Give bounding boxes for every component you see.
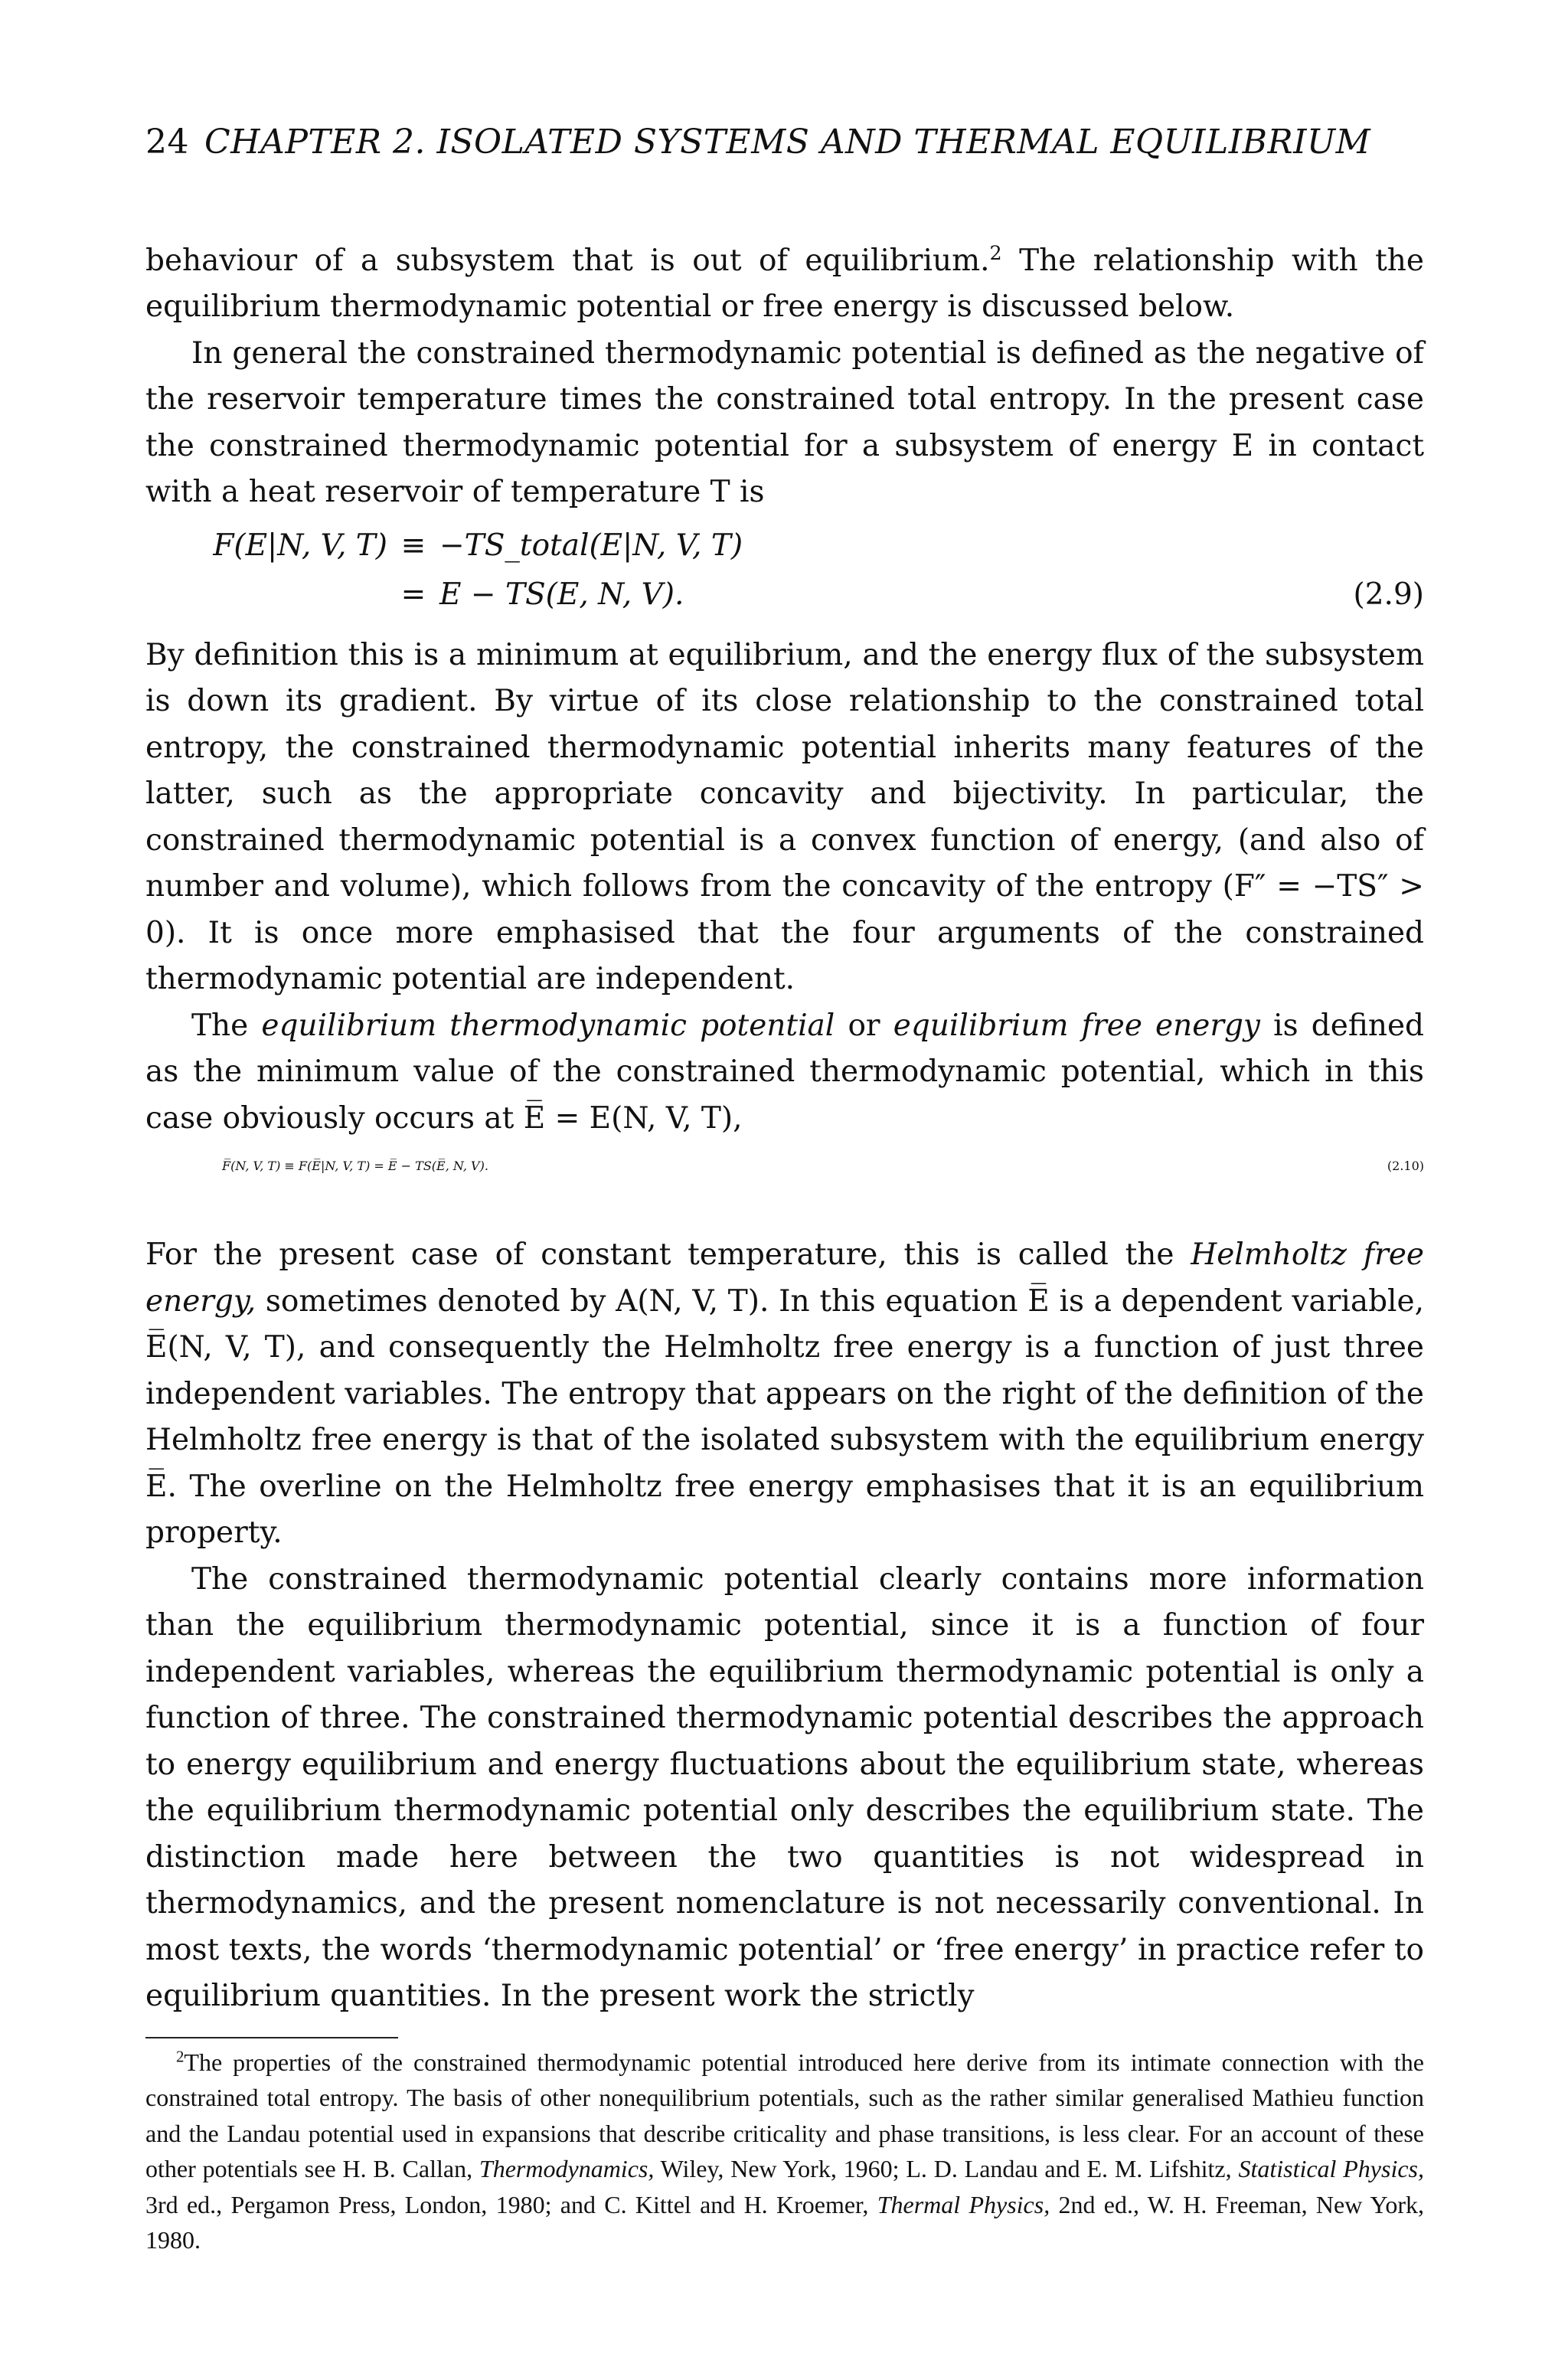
term-helmholtz-free-energy: Helmholtz free energy, — [145, 1237, 1424, 1319]
footnote-divider — [145, 2037, 398, 2038]
paragraph-3: By definition this is a minimum at equilibrium, and the energy flux of the subsystem is down its gradient. By virtue of its close relationship to the constrained total entropy, the constrained thermodynamic potential inherits many features of the latter, such as the appropriate concavity and bijectivity. In particular, the constrained thermodynamic potential is a convex function of energy, (and also of number and volume), which follows from the concavity of the entropy (F″ = −TS″ > 0). It is once more emphasised that the four arguments of the constrained thermodynamic potential are independent. — [145, 637, 1424, 997]
paragraph-4-text: The — [191, 1008, 262, 1043]
footnote-text: 3rd ed., Pergamon Press, London, 1980; and C. Kittel and H. Kroemer, — [145, 2190, 877, 2218]
footnote-2 — [145, 2045, 1424, 2258]
page-number: 24 — [145, 123, 189, 162]
footnote-mark: 2 — [176, 2048, 185, 2066]
equation-number: (2.10) — [1387, 1159, 1424, 1174]
equation-operator: = — [400, 577, 426, 612]
term-equilibrium-thermodynamic-potential: equilibrium thermodynamic potential — [261, 1008, 835, 1043]
citation-title: Thermal Physics, — [877, 2190, 1050, 2218]
paragraph-5-text: For the present case of constant temperature, this is called the — [145, 1237, 1191, 1273]
equation-2-10 — [145, 1159, 1424, 1218]
paragraph-1-cont: The relationship with the equilibrium thermodynamic potential or free energy is discussed below. — [145, 243, 1424, 325]
equation-2-9 — [145, 528, 1424, 626]
equation-body: F̅(N, V, T) ≡ F(E̅|N, V, T) = E̅ − TS(E̅, N, V). — [222, 1159, 488, 1174]
equation-number: (2.9) — [1353, 577, 1424, 612]
citation-title: Thermodynamics, — [479, 2155, 655, 2183]
citation-title: Statistical Physics, — [1238, 2155, 1425, 2183]
paragraph-2: In general the constrained thermodynamic potential is defined as the negative of the reservoir temperature times the constrained total entropy. In the present case the constrained thermodynamic potential for a subsystem of energy E in contact with a heat reservoir of temperature T is — [145, 335, 1424, 510]
term-equilibrium-free-energy: equilibrium free energy — [893, 1008, 1260, 1043]
paragraph-5-text: sometimes denoted by A(N, V, T). In this equation E̅ is a dependent variable, E̅(N, V, T), and consequently the Helmholtz free energy is a function of just three independent variables. The entropy that appears on the right of the definition of the Helmholtz free energy is that of the isolated subsystem with the equilibrium energy E̅. The overline on the Helmholtz free energy emphasises that it is an equilibrium property. — [145, 1283, 1424, 1551]
book-page — [145, 123, 1424, 2258]
equation-2-9-row-1 — [145, 528, 1424, 577]
paragraph-1 — [145, 238, 1424, 331]
paragraph-4 — [145, 1003, 1424, 1143]
paragraph-1-text: behaviour of a subsystem that is out of equilibrium. — [145, 243, 990, 278]
running-head — [145, 123, 1424, 163]
paragraph-5 — [145, 1232, 1424, 1557]
equation-rhs: E − TS(E, N, V). — [439, 577, 684, 612]
equation-operator: ≡ — [400, 528, 426, 563]
paragraph-4-text: is defined as the minimum value of the constrained thermodynamic potential, which in this case obviously occurs at E̅ = E(N, V, T), — [145, 1008, 1425, 1136]
equation-lhs: F(E|N, V, T) — [213, 528, 387, 563]
equation-2-9-row-2 — [145, 577, 1424, 626]
paragraph-4-text: or — [835, 1008, 893, 1043]
footnote-text: Wiley, New York, 1960; L. D. Landau and E. M. Lifshitz, — [654, 2155, 1239, 2183]
footnote-mark: 2 — [989, 240, 1002, 264]
footnote-text: 2nd ed., W. H. Freeman, New York, 1980. — [145, 2190, 1425, 2254]
paragraph-6: The constrained thermodynamic potential clearly contains more information than the equilibrium thermodynamic potential, since it is a function of four independent variables, whereas the equilibrium thermodynamic potential is only a function of three. The constrained thermodynamic potential describes the approach to energy equilibrium and energy fluctuations about the equilibrium state, whereas the equilibrium thermodynamic potential only describes the equilibrium state. The distinction made here between the two quantities is not widespread in thermodynamics, and the present nomenclature is not necessarily conventional. In most texts, the words ‘thermodynamic potential’ or ‘free energy’ in practice refer to equilibrium quantities. In the present work the strictly — [145, 1561, 1424, 2014]
chapter-title: CHAPTER 2. ISOLATED SYSTEMS AND THERMAL EQUILIBRIUM — [204, 123, 1371, 162]
equation-rhs: −TS_total(E|N, V, T) — [439, 528, 743, 563]
footnote-text: The properties of the constrained thermodynamic potential introduced here derive from its intimate connection with the constrained total entropy. The basis of other nonequilibrium potentials, such as the rather similar generalised Mathieu function and the Landau potential used in expansions that describe criticality and phase transitions, is less clear. For an account of these other potentials see H. B. Callan, — [145, 2048, 1424, 2183]
